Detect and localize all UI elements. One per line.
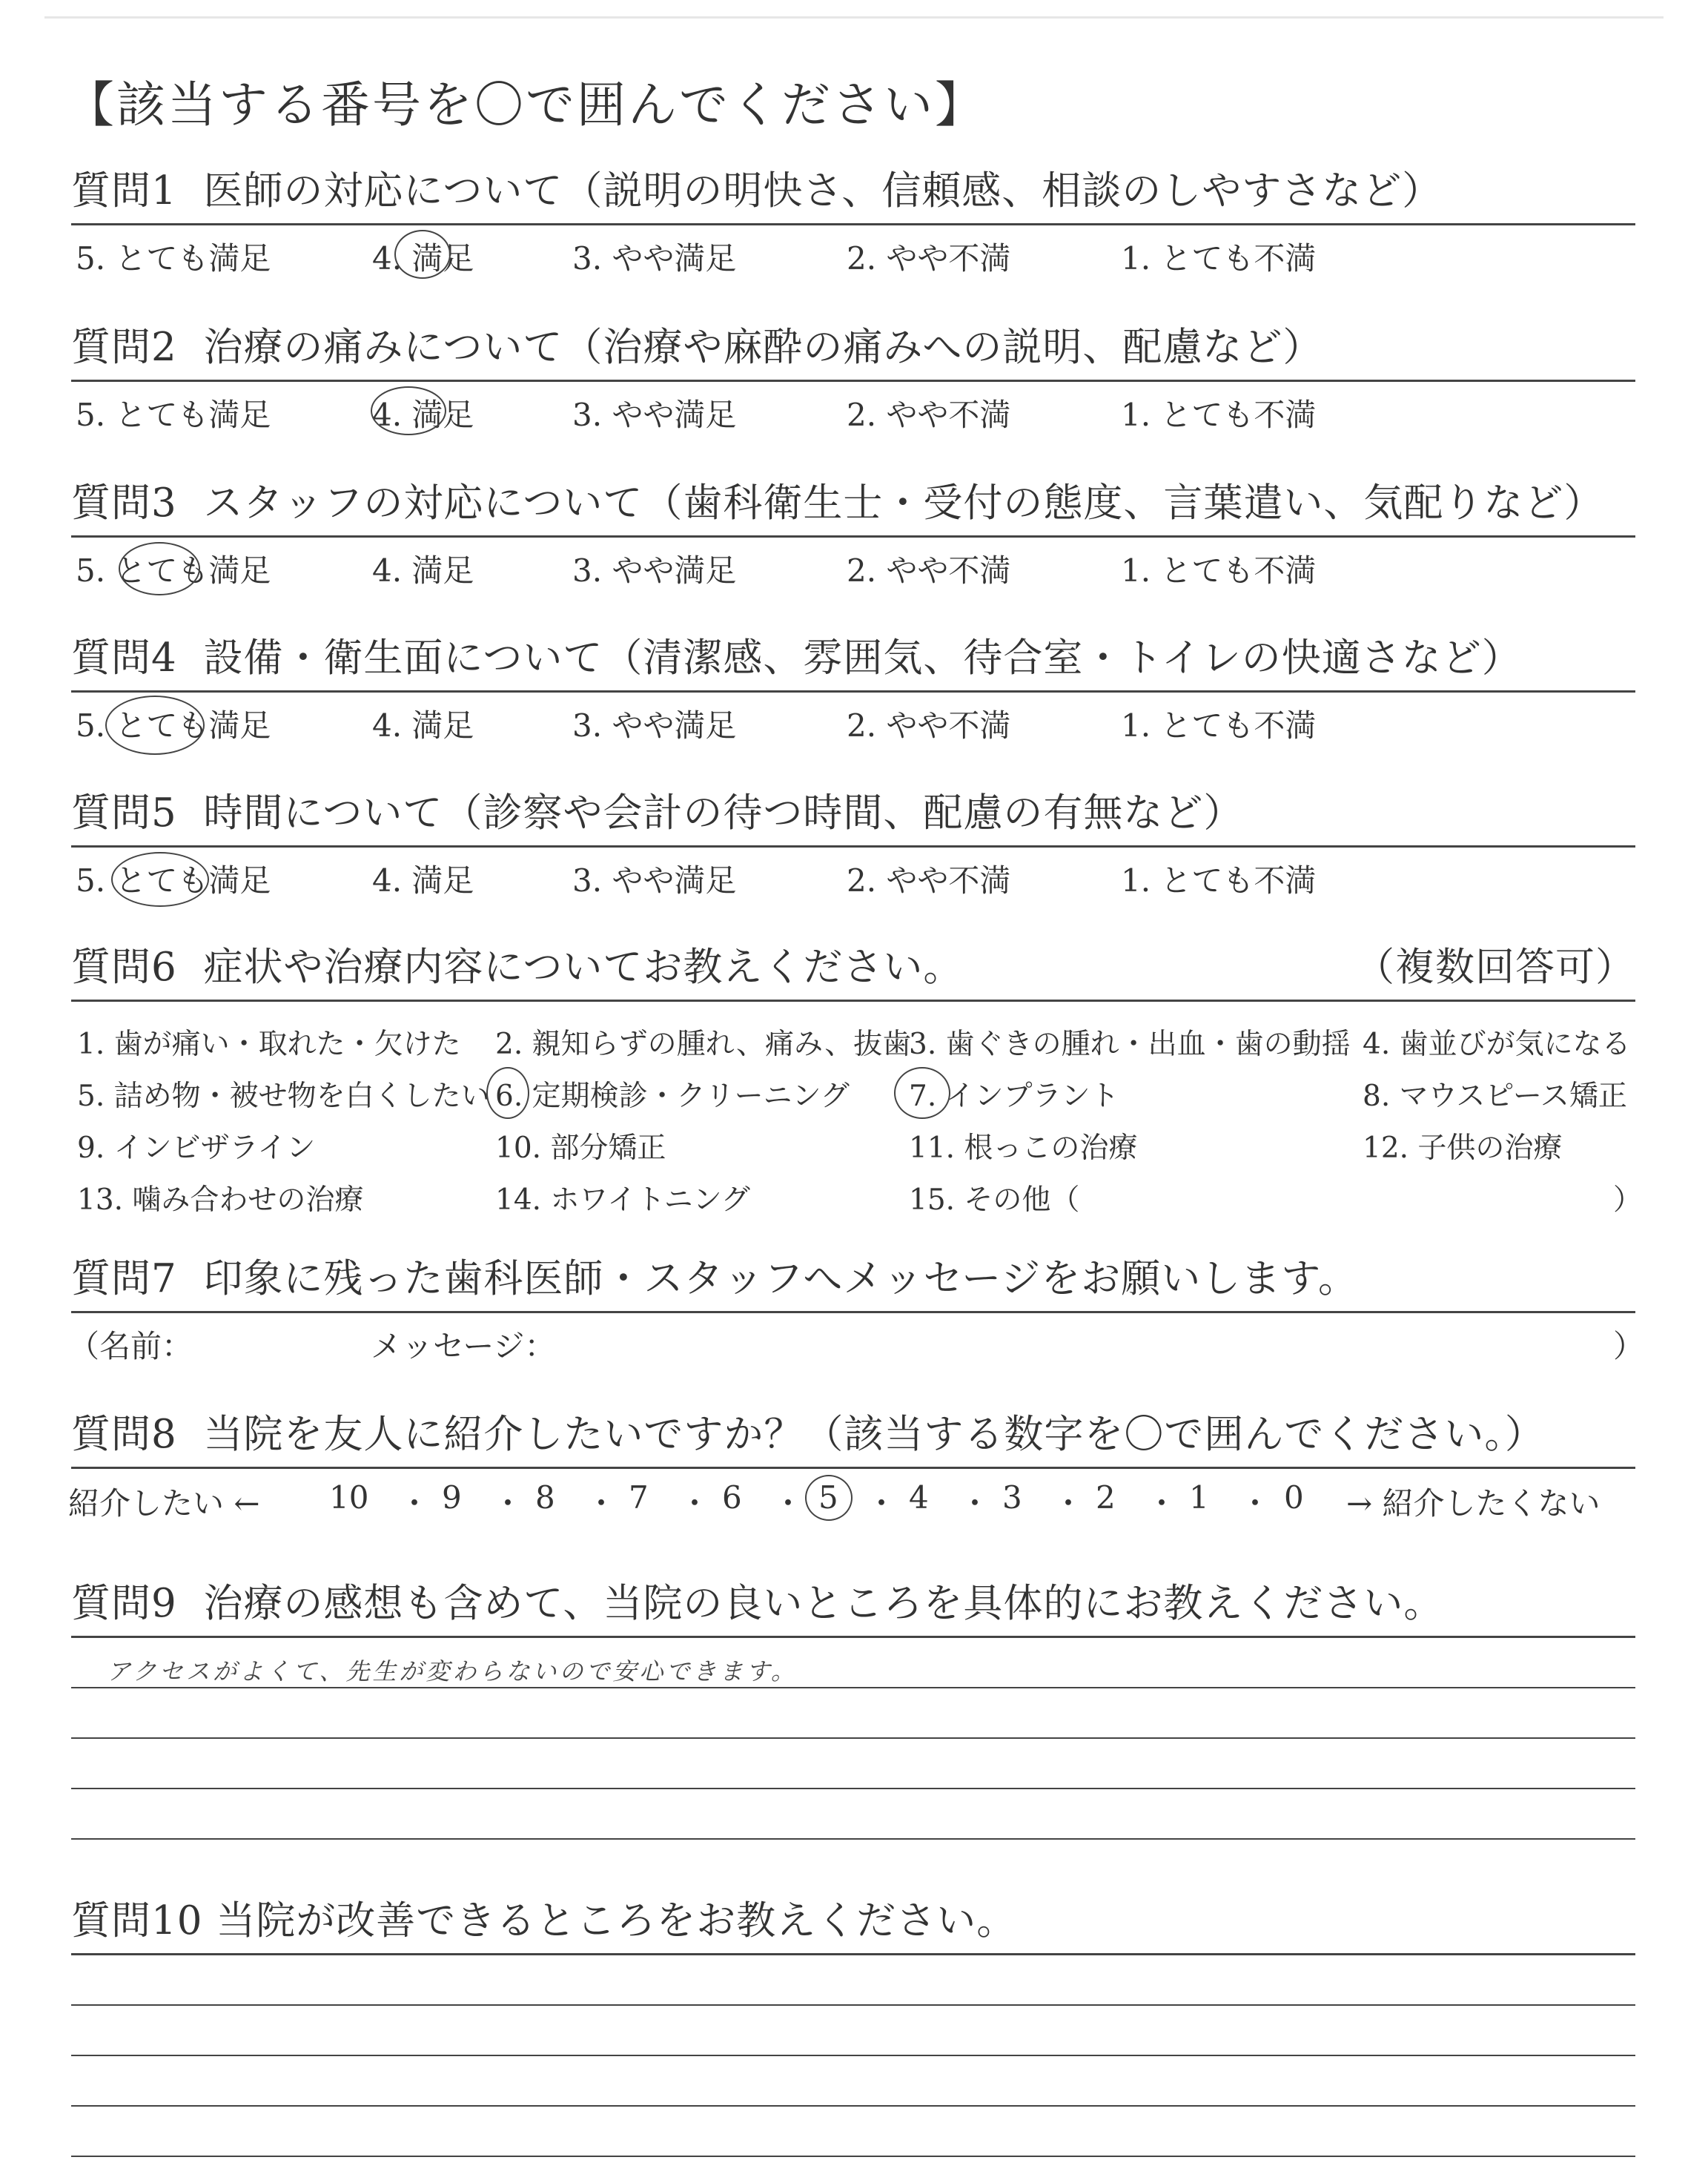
q5-option-3[interactable]: 3. やや満足 <box>572 862 737 899</box>
q6-option-4[interactable]: 4. 歯並びが気になる <box>1363 1028 1631 1061</box>
page-top-edge <box>44 16 1664 19</box>
q7-message-label: メッセージ： <box>371 1328 556 1364</box>
question-2-options <box>71 382 1635 434</box>
answer-line <box>71 1638 1635 1688</box>
question-8 <box>68 1403 1635 1522</box>
q8-right-label: → 紹介したくない <box>1346 1485 1601 1522</box>
q1-option-4[interactable]: 4. 満足 <box>372 240 474 277</box>
question-1 <box>71 159 1635 277</box>
q8-score-3[interactable]: 3 <box>1002 1479 1022 1516</box>
q8-dot: ・ <box>1053 1485 1085 1522</box>
question-6 <box>71 936 1643 1224</box>
answer-line <box>71 1688 1635 1739</box>
q4-option-3[interactable]: 3. やや満足 <box>572 707 737 744</box>
q6-option-11[interactable]: 11. 根っこの治療 <box>909 1132 1138 1165</box>
q2-option-1[interactable]: 1. とても不満 <box>1121 397 1317 433</box>
q1-option-5[interactable]: 5. とても満足 <box>76 240 271 277</box>
question-8-scale <box>68 1469 1635 1522</box>
q5-selection-circle <box>111 852 209 907</box>
q2-selection-circle <box>371 386 446 435</box>
question-4 <box>71 627 1635 744</box>
q8-dot: ・ <box>679 1485 711 1522</box>
question-7 <box>68 1247 1645 1365</box>
question-6-heading <box>71 936 1635 1002</box>
question-5 <box>71 782 1635 899</box>
q8-score-1[interactable]: 1 <box>1189 1479 1209 1516</box>
q1-option-3[interactable]: 3. やや満足 <box>572 240 737 277</box>
question-9 <box>71 1572 1635 1840</box>
q3-option-5[interactable]: 5. とても満足 <box>76 552 271 589</box>
q1-selection-circle <box>394 230 451 279</box>
q6-option-9[interactable]: 9. インビザライン <box>77 1132 316 1165</box>
q4-selection-circle <box>105 696 205 755</box>
question-6-label: 質問6 <box>71 945 177 990</box>
question-8-heading <box>71 1403 1635 1469</box>
question-1-options <box>71 225 1635 277</box>
q3-option-3[interactable]: 3. やや満足 <box>572 552 737 589</box>
question-7-heading <box>71 1247 1635 1313</box>
q7-close-paren: ） <box>1613 1328 1645 1364</box>
q8-dot: ・ <box>399 1485 431 1522</box>
question-10-heading <box>71 1889 1635 1955</box>
q6-selection-circle-7 <box>894 1067 950 1119</box>
q8-dot: ・ <box>492 1485 524 1522</box>
q6-option-8[interactable]: 8. マウスピース矯正 <box>1363 1080 1627 1113</box>
q8-score-0[interactable]: 0 <box>1284 1479 1304 1516</box>
q8-score-4[interactable]: 4 <box>909 1479 929 1516</box>
question-4-options <box>71 693 1635 744</box>
q4-option-2[interactable]: 2. やや不満 <box>847 707 1011 744</box>
question-2-text: 治療の痛みについて（治療や麻酔の痛みへの説明、配慮など） <box>203 325 1323 370</box>
q6-selection-circle-6 <box>486 1067 529 1119</box>
question-8-label: 質問8 <box>71 1412 177 1457</box>
answer-line <box>71 2006 1635 2056</box>
q8-score-7[interactable]: 7 <box>629 1479 649 1516</box>
question-1-text: 医師の対応について（説明の明快さ、信頼感、相談のしやすさなど） <box>203 168 1443 214</box>
question-10-answer-area[interactable] <box>71 1955 1635 2157</box>
q8-score-5[interactable]: 5 <box>818 1479 838 1516</box>
q8-score-8[interactable]: 8 <box>535 1479 555 1516</box>
answer-line <box>71 1789 1635 1840</box>
q8-score-9[interactable]: 9 <box>442 1479 462 1516</box>
q9-handwritten-answer: アクセスがよくて、先生が変わらないので安心できます。 <box>107 1657 798 1685</box>
q1-option-2[interactable]: 2. やや不満 <box>847 240 1011 277</box>
q6-option-10[interactable]: 10. 部分矯正 <box>495 1132 666 1165</box>
question-3-label: 質問3 <box>71 480 177 526</box>
question-2 <box>71 316 1635 434</box>
q2-option-4[interactable]: 4. 満足 <box>372 397 474 433</box>
q8-selection-circle <box>805 1475 853 1521</box>
question-10-label: 質問10 <box>71 1898 203 1943</box>
q6-option-5[interactable]: 5. 詰め物・被せ物を白くしたい <box>77 1080 490 1113</box>
q6-option-7[interactable]: 7. インプラント <box>909 1080 1119 1113</box>
q6-option-2[interactable]: 2. 親知らずの腫れ、痛み、抜歯 <box>495 1028 912 1061</box>
q6-option-15[interactable]: 15. その他（ <box>909 1183 1080 1217</box>
q2-option-2[interactable]: 2. やや不満 <box>847 397 1011 433</box>
q8-dot: ・ <box>1239 1485 1271 1522</box>
q8-dot: ・ <box>772 1485 804 1522</box>
q6-option-15-close: ） <box>1613 1183 1643 1217</box>
q8-dot: ・ <box>959 1485 991 1522</box>
question-1-label: 質問1 <box>71 168 177 214</box>
question-10 <box>71 1889 1635 2157</box>
question-6-note: （複数回答可） <box>1355 945 1635 990</box>
q6-option-3[interactable]: 3. 歯ぐきの腫れ・出血・歯の動揺 <box>909 1028 1351 1061</box>
question-6-text: 症状や治療内容についてお教えください。 <box>203 945 964 990</box>
q6-option-12[interactable]: 12. 子供の治療 <box>1363 1132 1563 1165</box>
q8-dot: ・ <box>586 1485 618 1522</box>
question-5-label: 質問5 <box>71 790 177 836</box>
question-4-label: 質問4 <box>71 635 177 681</box>
q3-option-4[interactable]: 4. 満足 <box>372 552 474 589</box>
question-4-heading <box>71 627 1635 693</box>
q5-option-4[interactable]: 4. 満足 <box>372 862 474 899</box>
q6-option-1[interactable]: 1. 歯が痛い・取れた・欠けた <box>77 1028 461 1061</box>
q1-option-1[interactable]: 1. とても不満 <box>1121 240 1317 277</box>
answer-line <box>71 1955 1635 2006</box>
question-9-heading <box>71 1572 1635 1638</box>
q8-left-label: 紹介したい ← <box>68 1485 260 1522</box>
q3-selection-circle <box>119 542 200 595</box>
q4-option-1[interactable]: 1. とても不満 <box>1121 707 1317 744</box>
q3-option-2[interactable]: 2. やや不満 <box>847 552 1011 589</box>
question-7-text: 印象に残った歯科医師・スタッフへメッセージをお願いします。 <box>203 1256 1358 1301</box>
question-2-heading <box>71 316 1635 382</box>
answer-line <box>71 2056 1635 2107</box>
question-9-text: 治療の感想も含めて、当院の良いところを具体的にお教えください。 <box>203 1581 1444 1626</box>
question-7-fields <box>68 1313 1645 1365</box>
q4-option-5[interactable]: 5. とても満足 <box>76 707 271 744</box>
q3-option-1[interactable]: 1. とても不満 <box>1121 552 1317 589</box>
q8-score-2[interactable]: 2 <box>1096 1479 1116 1516</box>
q7-name-label: （名前： <box>68 1328 193 1364</box>
question-5-options <box>71 848 1635 899</box>
q2-option-3[interactable]: 3. やや満足 <box>572 397 737 433</box>
question-6-options <box>71 1002 1643 1224</box>
question-4-text: 設備・衛生面について（清潔感、雰囲気、待合室・トイレの快適さなど） <box>203 635 1522 681</box>
q6-option-6[interactable]: 6. 定期検診・クリーニング <box>495 1080 850 1113</box>
question-3-heading <box>71 472 1635 538</box>
question-3-text: スタッフの対応について（歯科衛生士・受付の態度、言葉遣い、気配りなど） <box>203 480 1604 526</box>
question-2-label: 質問2 <box>71 325 177 370</box>
q5-option-1[interactable]: 1. とても不満 <box>1121 862 1317 899</box>
q8-dot: ・ <box>866 1485 898 1522</box>
q8-dot: ・ <box>1146 1485 1178 1522</box>
q5-option-5[interactable]: 5. とても満足 <box>76 862 271 899</box>
question-1-heading <box>71 159 1635 225</box>
q4-option-4[interactable]: 4. 満足 <box>372 707 474 744</box>
question-5-text: 時間について（診察や会計の待つ時間、配慮の有無など） <box>203 790 1244 836</box>
question-3 <box>71 472 1635 589</box>
question-3-options <box>71 538 1635 589</box>
question-7-label: 質問7 <box>71 1256 177 1301</box>
question-5-heading <box>71 782 1635 848</box>
q5-option-2[interactable]: 2. やや不満 <box>847 862 1011 899</box>
question-9-answer-area[interactable] <box>71 1638 1635 1840</box>
question-9-label: 質問9 <box>71 1581 177 1626</box>
answer-line <box>71 2107 1635 2157</box>
answer-line <box>71 1739 1635 1789</box>
question-10-text: 当院が改善できるところをお教えください。 <box>216 1898 1017 1943</box>
q8-score-6[interactable]: 6 <box>722 1479 742 1516</box>
q2-option-5[interactable]: 5. とても満足 <box>76 397 271 433</box>
q6-option-13[interactable]: 13. 噛み合わせの治療 <box>77 1183 364 1217</box>
q8-score-10[interactable]: 10 <box>329 1479 369 1516</box>
form-title: 【該当する番号を〇で囲んでください】 <box>65 76 986 133</box>
q6-option-14[interactable]: 14. ホワイトニング <box>495 1183 750 1217</box>
question-8-text: 当院を友人に紹介したいですか？（該当する数字を〇で囲んでください。） <box>203 1412 1545 1457</box>
